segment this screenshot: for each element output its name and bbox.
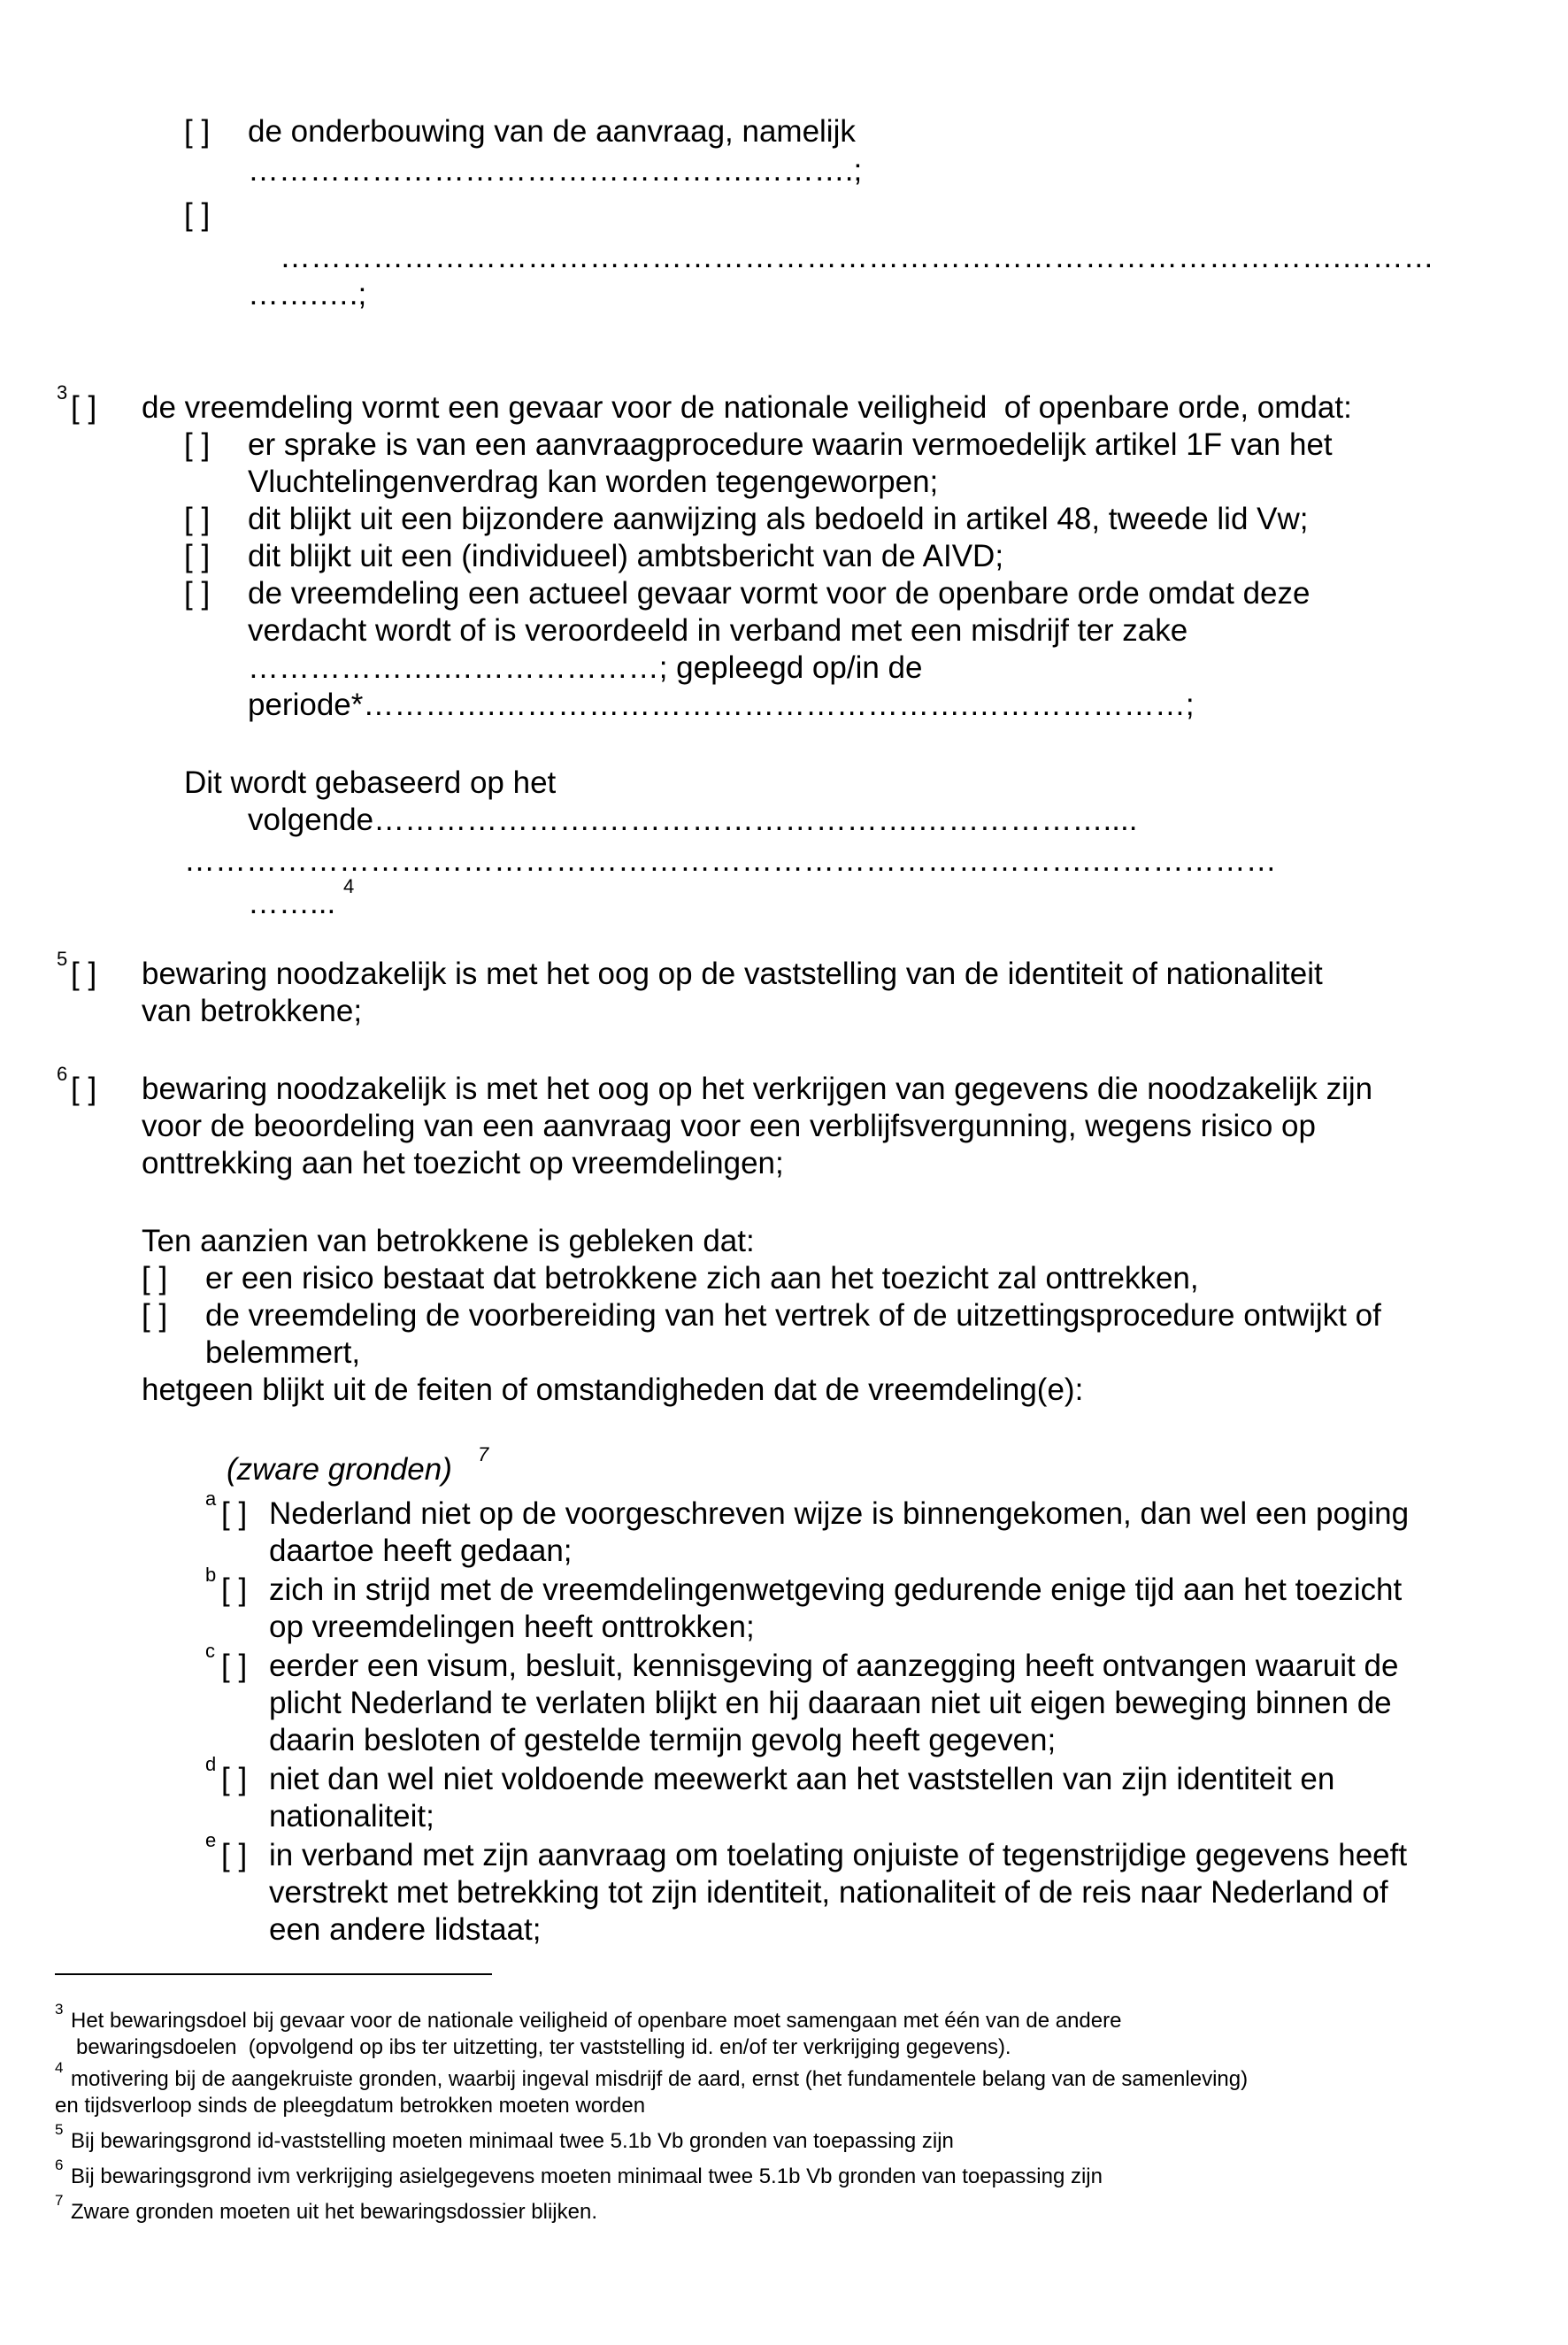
checkbox-basis[interactable]: [ ]: [184, 114, 211, 149]
footnote-5-number: 5: [55, 2121, 64, 2138]
checkbox-section-6[interactable]: [ ]: [71, 1072, 97, 1106]
ground-a-letter: a: [205, 1488, 217, 1510]
other-fill-line: ………………………………………………………………………………………….………: [280, 240, 1434, 274]
checkbox-ground-c[interactable]: [ ]: [221, 1649, 248, 1683]
ground-c-letter: c: [205, 1640, 215, 1662]
item-3-periode-fill: periode*………….……………………………………….…………………;: [248, 688, 1195, 722]
checkbox-ground-e[interactable]: [ ]: [221, 1838, 248, 1872]
item-3-openbare-orde-line1: de vreemdeling een actueel gevaar vormt voor de openbare orde omdat deze: [248, 576, 1311, 611]
footnote-6-text: Bij bewaringsgrond ivm verkrijging asielgegevens moeten minimaal twee 5.1b Vb gronden van toepassing zijn: [71, 2164, 1103, 2188]
footnote-7-number: 7: [55, 2192, 64, 2209]
checkbox-ontwijkt[interactable]: [ ]: [142, 1298, 168, 1333]
checkbox-3-aivd[interactable]: [ ]: [184, 539, 211, 573]
ground-b-line2: op vreemdelingen heeft onttrokken;: [269, 1610, 755, 1644]
checkbox-ground-b[interactable]: [ ]: [221, 1572, 248, 1607]
checkbox-other[interactable]: [ ]: [184, 197, 211, 232]
footnote-4-line2: en tijdsverloop sinds de pleegdatum betrokken moeten worden: [55, 2094, 646, 2118]
section-6-line3: onttrekking aan het toezicht op vreemdelingen;: [142, 1146, 784, 1180]
ground-c-line2: plicht Nederland te verlaten blijkt en hij daaraan niet uit eigen beweging binnen de: [269, 1686, 1392, 1720]
footnote-7-text: Zware gronden moeten uit het bewaringsdossier blijken.: [71, 2200, 597, 2224]
footnote-4-number: 4: [55, 2059, 64, 2076]
ground-c-line3: daarin besloten of gestelde termijn gevolg heeft gegeven;: [269, 1723, 1057, 1757]
footnote-ref-3: 3: [57, 381, 68, 404]
checkbox-section-5[interactable]: [ ]: [71, 957, 97, 991]
basis-fill-2: …………………………………………………………………………….………………: [184, 843, 1277, 878]
ground-d-line1: niet dan wel niet voldoende meewerkt aan het vaststellen van zijn identiteit en: [269, 1762, 1335, 1796]
checkbox-ground-d[interactable]: [ ]: [221, 1762, 248, 1796]
checkbox-section-3[interactable]: [ ]: [71, 390, 97, 425]
item-3-misdrijf-fill: ……………….…………………; gepleegd op/in de: [248, 650, 923, 685]
zware-gronden-heading: (zware gronden): [227, 1452, 452, 1487]
footnote-4-line1: motivering bij de aangekruiste gronden, waarbij ingeval misdrijf de aard, ernst (het fundamentele belang van de samenleving): [71, 2067, 1249, 2091]
footnote-ref-4: 4: [343, 875, 355, 897]
checkbox-3-aanwijzing[interactable]: [ ]: [184, 502, 211, 536]
other-fill-line-end: …….….;: [248, 277, 367, 311]
footnote-ref-7: 7: [478, 1443, 489, 1465]
checkbox-3-openbare-orde[interactable]: [ ]: [184, 576, 211, 611]
checkbox-ground-a[interactable]: [ ]: [221, 1496, 248, 1531]
ground-a-line1: Nederland niet op de voorgeschreven wijze is binnengekomen, dan wel een poging: [269, 1496, 1410, 1531]
ground-e-letter: e: [205, 1829, 217, 1851]
ground-e-line1: in verband met zijn aanvraag om toelating onjuiste of tegenstrijdige gegevens heeft: [269, 1838, 1408, 1872]
footnote-separator: [55, 1973, 492, 1975]
footnote-6-number: 6: [55, 2157, 64, 2173]
item-3-1f-line1: er sprake is van een aanvraagprocedure waarin vermoedelijk artikel 1F van het: [248, 427, 1333, 462]
ground-d-letter: d: [205, 1753, 217, 1775]
footnote-3-line1: Het bewaringsdoel bij gevaar voor de nationale veiligheid of openbare moet samengaan met één van de andere: [71, 2009, 1122, 2033]
basis-fill-3: ……...: [248, 886, 336, 920]
item-3-aanwijzing: dit blijkt uit een bijzondere aanwijzing als bedoeld in artikel 48, tweede lid Vw;: [248, 502, 1309, 536]
basis-fill-1: volgende………………….………………………….………………....: [248, 803, 1138, 837]
ground-d-line2: nationaliteit;: [269, 1799, 434, 1834]
basis-fill-line: ………………………………………….……….;: [248, 153, 863, 188]
checkbox-3-1f[interactable]: [ ]: [184, 427, 211, 462]
item-3-1f-line2: Vluchtelingenverdrag kan worden tegengeworpen;: [248, 465, 939, 499]
basis-label: de onderbouwing van de aanvraag, namelijk: [248, 114, 856, 149]
ground-a-line2: daartoe heeft gedaan;: [269, 1534, 573, 1568]
ground-e-line2: verstrekt met betrekking tot zijn identiteit, nationaliteit of de reis naar Nederland of: [269, 1875, 1388, 1910]
section-6-line2: voor de beoordeling van een aanvraag voor een verblijfsvergunning, wegens risico op: [142, 1109, 1316, 1143]
risico-text: er een risico bestaat dat betrokkene zich aan het toezicht zal onttrekken,: [205, 1261, 1199, 1296]
footnote-5-text: Bij bewaringsgrond id-vaststelling moeten minimaal twee 5.1b Vb gronden van toepassing zijn: [71, 2129, 954, 2153]
item-3-openbare-orde-line2: verdacht wordt of is veroordeeld in verband met een misdrijf ter zake: [248, 613, 1188, 648]
ground-e-line3: een andere lidstaat;: [269, 1912, 542, 1947]
section-6-line1: bewaring noodzakelijk is met het oog op het verkrijgen van gegevens die noodzakelijk zijn: [142, 1072, 1373, 1106]
footnote-3-line2: bewaringsdoelen (opvolgend op ibs ter uitzetting, ter vaststelling id. en/of ter verkrijging gegevens).: [76, 2035, 1011, 2059]
section-3-intro: de vreemdeling vormt een gevaar voor de nationale veiligheid of openbare orde, omdat:: [142, 390, 1352, 425]
ground-c-line1: eerder een visum, besluit, kennisgeving of aanzegging heeft ontvangen waaruit de: [269, 1649, 1399, 1683]
section-5-line1: bewaring noodzakelijk is met het oog op de vaststelling van de identiteit of nationaliteit: [142, 957, 1323, 991]
item-3-aivd: dit blijkt uit een (individueel) ambtsbericht van de AIVD;: [248, 539, 1004, 573]
footnote-ref-5: 5: [57, 948, 68, 970]
basis-heading: Dit wordt gebaseerd op het: [184, 765, 557, 800]
ten-aanzien-heading: Ten aanzien van betrokkene is gebleken dat:: [142, 1224, 755, 1258]
footnote-ref-6: 6: [57, 1063, 68, 1085]
ontwijkt-line2: belemmert,: [205, 1335, 361, 1370]
footnote-3-number: 3: [55, 2001, 64, 2018]
checkbox-risico[interactable]: [ ]: [142, 1261, 168, 1296]
ontwijkt-line1: de vreemdeling de voorbereiding van het vertrek of de uitzettingsprocedure ontwijkt of: [205, 1298, 1381, 1333]
hetgeen-text: hetgeen blijkt uit de feiten of omstandigheden dat de vreemdeling(e):: [142, 1372, 1084, 1407]
section-5-line2: van betrokkene;: [142, 994, 363, 1028]
ground-b-line1: zich in strijd met de vreemdelingenwetgeving gedurende enige tijd aan het toezicht: [269, 1572, 1403, 1607]
ground-b-letter: b: [205, 1564, 217, 1586]
